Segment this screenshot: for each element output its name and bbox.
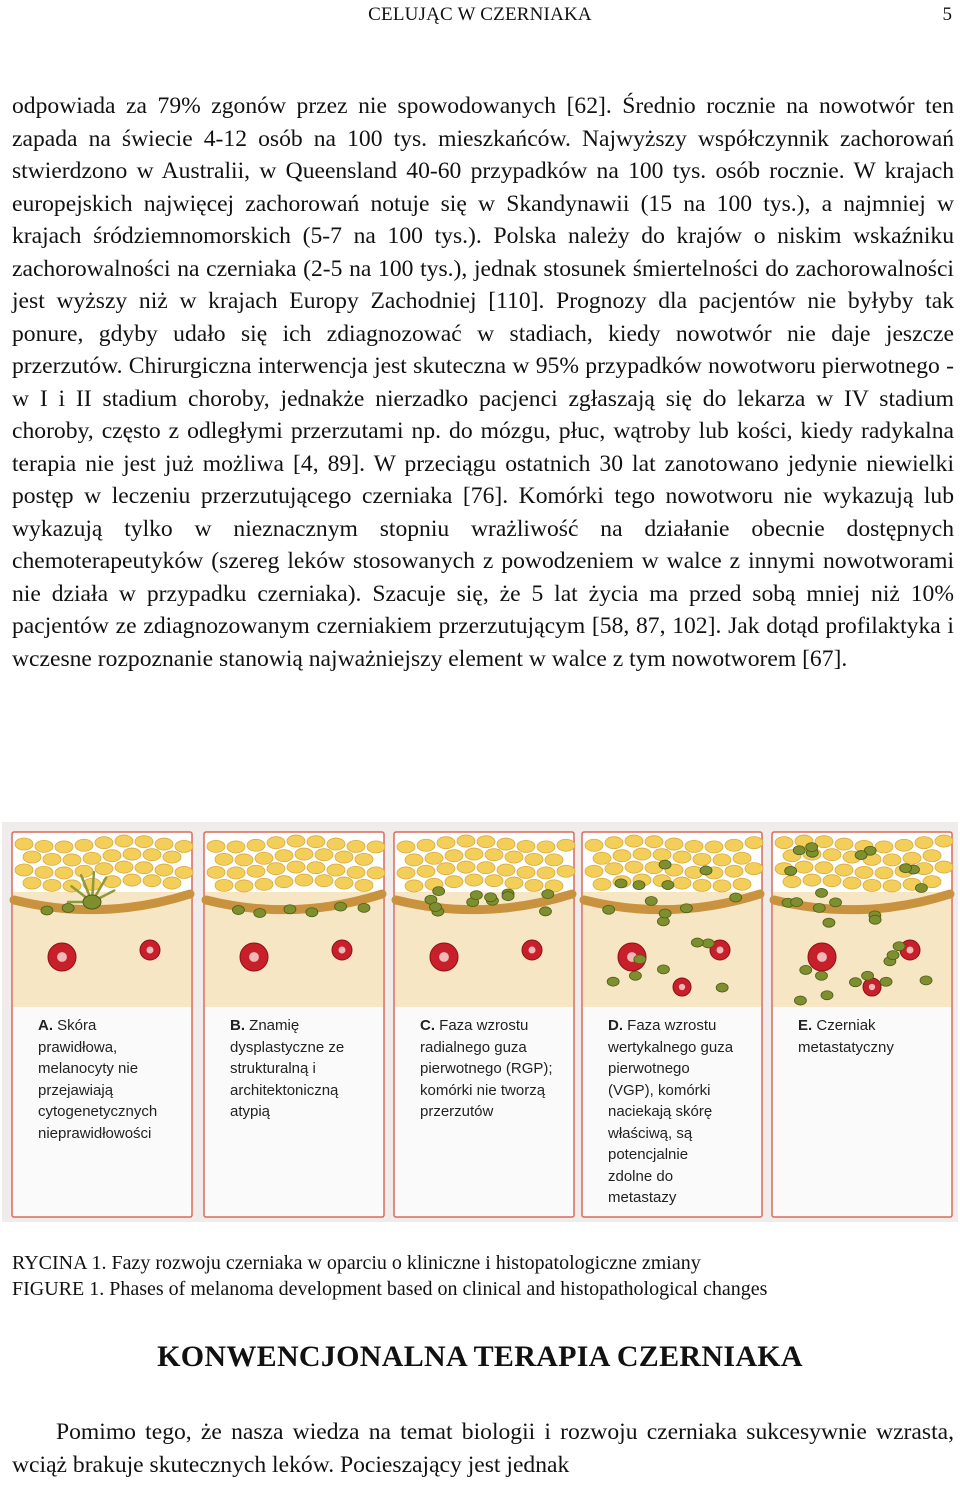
- keratinocyte: [537, 841, 555, 853]
- keratinocyte: [835, 838, 853, 850]
- keratinocyte: [267, 863, 285, 875]
- melanocyte-cell: [254, 909, 266, 918]
- melanocyte-cell: [485, 893, 497, 902]
- keratinocyte: [685, 840, 703, 852]
- keratinocyte: [457, 835, 475, 847]
- keratinocyte: [465, 848, 483, 860]
- keratinocyte: [673, 851, 691, 863]
- panel-letter: C.: [420, 1017, 435, 1034]
- panel-label-line: Skóra: [53, 1017, 97, 1034]
- keratinocyte: [163, 877, 181, 889]
- melanocyte-cell: [657, 965, 669, 974]
- melanocyte-cell: [691, 938, 703, 947]
- melanocyte-cell: [816, 888, 828, 897]
- panel-label-line: wertykalnego guza: [608, 1038, 734, 1056]
- keratinocyte: [437, 863, 455, 875]
- melanocyte-cell: [893, 942, 905, 951]
- keratinocyte: [875, 867, 893, 879]
- keratinocyte: [115, 861, 133, 873]
- keratinocyte: [465, 874, 483, 886]
- keratinocyte: [855, 866, 873, 878]
- keratinocyte: [35, 840, 53, 852]
- panel-label-d: [608, 1015, 758, 1209]
- keratinocyte: [713, 854, 731, 866]
- keratinocyte: [347, 840, 365, 852]
- keratinocyte: [653, 849, 671, 861]
- keratinocyte: [883, 854, 901, 866]
- keratinocyte: [23, 877, 41, 889]
- vessel-lumen: [869, 984, 875, 990]
- melanocyte-cell: [849, 978, 861, 987]
- keratinocyte: [417, 839, 435, 851]
- keratinocyte: [175, 866, 193, 878]
- keratinocyte: [397, 841, 415, 853]
- melanocyte-cell: [680, 904, 692, 913]
- melanocyte-cell: [785, 866, 797, 875]
- keratinocyte: [287, 835, 305, 847]
- melanocyte-cell: [730, 893, 742, 902]
- melanocyte-cell: [615, 879, 627, 888]
- melanocyte-cell: [662, 881, 674, 890]
- keratinocyte: [477, 836, 495, 848]
- keratinocyte: [585, 865, 603, 877]
- running-header: [0, 4, 960, 26]
- keratinocyte: [227, 867, 245, 879]
- keratinocyte: [613, 850, 631, 862]
- keratinocyte: [625, 835, 643, 847]
- panel-label-line: (VGP), komórki: [608, 1081, 711, 1099]
- melanocyte-cell: [657, 917, 669, 926]
- keratinocyte: [235, 880, 253, 892]
- keratinocyte: [335, 851, 353, 863]
- keratinocyte: [327, 864, 345, 876]
- melanocyte-cell: [542, 890, 554, 899]
- panel-label-line: atypią: [230, 1103, 271, 1120]
- keratinocyte: [115, 835, 133, 847]
- keratinocyte: [593, 852, 611, 864]
- keratinocyte: [693, 853, 711, 865]
- melanocyte-cell: [900, 864, 912, 873]
- melanocyte-cell: [791, 898, 803, 907]
- keratinocyte: [775, 837, 793, 849]
- keratinocyte: [143, 875, 161, 887]
- keratinocyte: [477, 862, 495, 874]
- keratinocyte: [815, 862, 833, 874]
- keratinocyte: [593, 878, 611, 890]
- panel-label-line: Faza wzrostu: [623, 1017, 717, 1034]
- keratinocyte: [397, 867, 415, 879]
- melanocyte-cell: [659, 909, 671, 918]
- keratinocyte: [35, 866, 53, 878]
- keratinocyte: [75, 865, 93, 877]
- keratinocyte: [935, 835, 953, 847]
- keratinocyte: [745, 863, 763, 875]
- keratinocyte: [645, 836, 663, 848]
- melanocyte-cell: [539, 907, 551, 916]
- keratinocyte: [75, 839, 93, 851]
- keratinocyte: [295, 874, 313, 886]
- melanocyte-cell: [821, 991, 833, 1000]
- panel-label-line: właściwą, są: [608, 1124, 693, 1142]
- running-title: CELUJĄC W CZERNIAKA: [368, 4, 592, 25]
- keratinocyte: [335, 877, 353, 889]
- keratinocyte: [537, 867, 555, 879]
- panel-label-line: metastatyczny: [798, 1038, 894, 1056]
- panel-label-line: zdolne do: [608, 1167, 674, 1185]
- keratinocyte: [405, 854, 423, 866]
- melanocyte-cell: [62, 903, 74, 912]
- keratinocyte: [247, 839, 265, 851]
- keratinocyte: [525, 853, 543, 865]
- keratinocyte: [883, 880, 901, 892]
- vessel-lumen: [529, 947, 536, 954]
- keratinocyte: [207, 840, 225, 852]
- melanocyte-cell: [862, 971, 874, 980]
- keratinocyte: [863, 879, 881, 891]
- melanocyte-cell: [430, 903, 442, 912]
- keratinocyte: [457, 861, 475, 873]
- keratinocyte: [247, 865, 265, 877]
- melanocyte-cell: [358, 903, 370, 912]
- melanocyte-cell: [880, 977, 892, 986]
- panel-label-line: metastazy: [608, 1189, 677, 1206]
- keratinocyte: [327, 838, 345, 850]
- keratinocyte: [445, 850, 463, 862]
- vessel-lumen: [249, 952, 259, 962]
- keratinocyte: [417, 865, 435, 877]
- keratinocyte: [43, 853, 61, 865]
- melanocyte-body: [83, 895, 101, 909]
- melanocyte-cell: [855, 851, 867, 860]
- keratinocyte: [43, 879, 61, 891]
- keratinocyte: [355, 853, 373, 865]
- keratinocyte: [63, 854, 81, 866]
- melanocyte-cell: [700, 866, 712, 875]
- keratinocyte: [227, 841, 245, 853]
- keratinocyte: [835, 864, 853, 876]
- panel-label-a: [38, 1015, 188, 1144]
- melanocyte-cell: [232, 906, 244, 915]
- panel-label-b: [230, 1015, 380, 1123]
- keratinocyte: [745, 837, 763, 849]
- melanocyte-cell: [815, 971, 827, 980]
- keratinocyte: [725, 865, 743, 877]
- panel-label-line: Znamię: [245, 1017, 300, 1034]
- panel-label-line: nieprawidłowości: [38, 1124, 152, 1142]
- panel-label-line: Czerniak: [812, 1017, 876, 1034]
- keratinocyte: [485, 849, 503, 861]
- melanocyte-cell: [470, 891, 482, 900]
- keratinocyte: [15, 838, 33, 850]
- keratinocyte: [55, 867, 73, 879]
- keratinocyte: [557, 865, 575, 877]
- vessel-lumen: [907, 947, 914, 954]
- keratinocyte: [605, 837, 623, 849]
- vessel-lumen: [147, 947, 154, 954]
- keratinocyte: [923, 850, 941, 862]
- melanocyte-cell: [806, 843, 818, 852]
- keratinocyte: [295, 848, 313, 860]
- keratinocyte: [367, 867, 385, 879]
- keratinocyte: [505, 877, 523, 889]
- figure-caption-pl: RYCINA 1. Fazy rozwoju czerniaka w oparciu o kliniczne i histopatologiczne zmiany: [12, 1252, 701, 1274]
- panel-label-line: strukturalną i: [230, 1060, 316, 1077]
- melanocyte-cell: [793, 846, 805, 855]
- melanocyte-cell: [920, 976, 932, 985]
- keratinocyte: [405, 880, 423, 892]
- keratinocyte: [135, 862, 153, 874]
- vessel-lumen: [817, 952, 827, 962]
- melanocyte-cell: [645, 897, 657, 906]
- panel-label-line: potencjalnie: [608, 1146, 689, 1163]
- melanocyte-cell: [794, 996, 806, 1005]
- melanocyte-cell: [634, 955, 646, 964]
- panel-label-c: [420, 1015, 570, 1123]
- keratinocyte: [215, 853, 233, 865]
- keratinocyte: [155, 838, 173, 850]
- keratinocyte: [143, 849, 161, 861]
- vessel-lumen: [679, 984, 685, 990]
- melanocyte-cell: [433, 887, 445, 896]
- panel-label-line: przejawiają: [38, 1081, 114, 1099]
- keratinocyte: [123, 848, 141, 860]
- keratinocyte: [545, 854, 563, 866]
- figure-caption-en: FIGURE 1. Phases of melanoma development based on clinical and histopathological changes: [12, 1278, 768, 1300]
- keratinocyte: [23, 851, 41, 863]
- keratinocyte: [903, 852, 921, 864]
- keratinocyte: [823, 875, 841, 887]
- panel-label-line: przerzutów: [420, 1103, 494, 1120]
- keratinocyte: [287, 861, 305, 873]
- melanocyte-cell: [869, 915, 881, 924]
- melanocyte-cell: [284, 905, 296, 914]
- keratinocyte: [315, 875, 333, 887]
- section-heading: KONWENCJONALNA TERAPIA CZERNIAKA: [157, 1340, 803, 1373]
- panel-label-line: prawidłowa,: [38, 1038, 118, 1056]
- panel-label-line: dysplastyczne ze: [230, 1038, 345, 1056]
- vessel-lumen: [717, 947, 724, 954]
- keratinocyte: [705, 841, 723, 853]
- keratinocyte: [733, 878, 751, 890]
- keratinocyte: [875, 841, 893, 853]
- keratinocyte: [95, 863, 113, 875]
- panel-label-line: cytogenetycznych: [38, 1103, 158, 1120]
- keratinocyte: [505, 851, 523, 863]
- panel-label-line: pierwotnego (RGP);: [420, 1060, 553, 1077]
- keratinocyte: [307, 836, 325, 848]
- keratinocyte: [517, 840, 535, 852]
- vessel-lumen: [57, 952, 67, 962]
- melanocyte-cell: [603, 905, 615, 914]
- panel-label-line: pierwotnego: [608, 1060, 690, 1077]
- keratinocyte: [895, 839, 913, 851]
- melanocyte-cell: [813, 904, 825, 913]
- melanocyte-cell: [702, 939, 714, 948]
- keratinocyte: [673, 877, 691, 889]
- keratinocyte: [485, 875, 503, 887]
- keratinocyte: [585, 839, 603, 851]
- keratinocyte: [733, 852, 751, 864]
- melanocyte-cell: [716, 983, 728, 992]
- melanocyte-cell: [629, 971, 641, 980]
- keratinocyte: [255, 852, 273, 864]
- section-paragraph: Pomimo tego, że nasza wiedza na temat biologii i rozwoju czerniaka sukcesywnie wzrasta, wciąż brakuje skutecznych leków. Pocieszający jest jednak: [12, 1419, 954, 1478]
- panel-letter: A.: [38, 1017, 53, 1034]
- keratinocyte: [625, 861, 643, 873]
- keratinocyte: [843, 877, 861, 889]
- keratinocyte: [315, 849, 333, 861]
- keratinocyte: [445, 876, 463, 888]
- keratinocyte: [103, 850, 121, 862]
- keratinocyte: [367, 841, 385, 853]
- melanocyte-cell: [335, 902, 347, 911]
- keratinocyte: [557, 839, 575, 851]
- keratinocyte: [163, 851, 181, 863]
- melanocyte-cell: [607, 977, 619, 986]
- keratinocyte: [915, 837, 933, 849]
- keratinocyte: [355, 879, 373, 891]
- keratinocyte: [135, 836, 153, 848]
- figure-melanoma-phases: [2, 822, 958, 1222]
- melanocyte-cell: [633, 881, 645, 890]
- panel-label-line: Faza wzrostu: [435, 1017, 529, 1034]
- keratinocyte: [155, 864, 173, 876]
- vessel-lumen: [339, 947, 346, 954]
- keratinocyte: [437, 837, 455, 849]
- melanocyte-cell: [915, 883, 927, 892]
- panel-letter: B.: [230, 1017, 245, 1034]
- melanocyte-cell: [41, 906, 53, 915]
- keratinocyte: [713, 880, 731, 892]
- keratinocyte: [267, 837, 285, 849]
- keratinocyte: [235, 854, 253, 866]
- keratinocyte: [497, 864, 515, 876]
- keratinocyte: [517, 866, 535, 878]
- melanocyte-cell: [823, 918, 835, 927]
- keratinocyte: [665, 838, 683, 850]
- keratinocyte: [803, 874, 821, 886]
- keratinocyte: [55, 841, 73, 853]
- keratinocyte: [347, 866, 365, 878]
- keratinocyte: [275, 850, 293, 862]
- keratinocyte: [497, 838, 515, 850]
- keratinocyte: [795, 861, 813, 873]
- keratinocyte: [693, 879, 711, 891]
- panel-label-line: komórki nie tworzą: [420, 1081, 546, 1099]
- keratinocyte: [935, 861, 953, 873]
- page-number: 5: [942, 4, 952, 25]
- keratinocyte: [215, 879, 233, 891]
- panel-label-line: radialnego guza: [420, 1038, 527, 1056]
- melanocyte-cell: [887, 951, 899, 960]
- panel-letter: E.: [798, 1017, 813, 1034]
- keratinocyte: [207, 866, 225, 878]
- keratinocyte: [255, 878, 273, 890]
- keratinocyte: [83, 852, 101, 864]
- keratinocyte: [783, 876, 801, 888]
- keratinocyte: [633, 848, 651, 860]
- keratinocyte: [605, 863, 623, 875]
- keratinocyte: [123, 874, 141, 886]
- panel-label-line: architektoniczną: [230, 1081, 339, 1099]
- keratinocyte: [725, 839, 743, 851]
- melanocyte-cell: [830, 898, 842, 907]
- melanocyte-cell: [800, 965, 812, 974]
- keratinocyte: [307, 862, 325, 874]
- panel-label-line: melanocyty nie: [38, 1060, 139, 1077]
- panel-letter: D.: [608, 1017, 623, 1034]
- panel-label-line: naciekają skórę: [608, 1103, 713, 1120]
- melanocyte-cell: [306, 908, 318, 917]
- melanocyte-cell: [659, 860, 671, 869]
- keratinocyte: [425, 852, 443, 864]
- panel-label-e: [798, 1015, 948, 1058]
- keratinocyte: [15, 864, 33, 876]
- keratinocyte: [175, 840, 193, 852]
- keratinocyte: [823, 849, 841, 861]
- vessel-lumen: [439, 952, 449, 962]
- keratinocyte: [95, 837, 113, 849]
- keratinocyte: [275, 876, 293, 888]
- body-paragraph: odpowiada za 79% zgonów przez nie spowodowanych [62]. Średnio rocznie na nowotwór ten zapada na świecie 4-12 osób na 100 tys. mieszkańców. Najwyższy współczynnik zachorowań stwierdzono w Australii, w Queensland 40-60 przypadków na 100 tys. osób rocznie. W krajach europejskich najwięcej zachorowań notuje się w Skandynawii (15 na 100 tys.), a najmniej w krajach śródziemnomorskich (5-7 na 100 tys.). Polska należy do krajów o niskim wskaźniku zachorowalności na czerniaka (2-5 na 100 tys.), jednak stosunek śmiertelności do zachorowalności jest wyższy niż w krajach Europy Zachodniej [110]. Prognozy dla pacjentów nie byłyby tak ponure, gdyby udało się ich zdiagnozować w stadiach, kiedy nowotwór nie daje jeszcze przerzutów. Chirurgiczna interwencja jest skuteczna w 95% przypadków nowotworu pierwotnego - w I i II stadium choroby, jednakże nierzadko pacjenci zgłaszają się do lekarza w IV stadium choroby, często z odległymi przerzutami np. do mózgu, płuc, wątroby lub kości, kiedy radykalna terapia nie jest już możliwa [4, 89]. W przeciągu ostatnich 30 lat zanotowano jedynie niewielki postęp w leczeniu przerzutującego czerniaka [76]. Komórki tego nowotworu nie wykazują lub wykazują tylko w nieznacznym stopniu wrażliwość na działanie obecnie dostępnych chemoterapeutyków (szereg leków stosowanych z powodzeniem w walce z innymi nowotworami nie działa w przypadku czerniaka). Szacuje się, że 5 lat życia ma przed sobą mniej niż 10% pacjentów ze zdiagnozowanym czerniakiem przerzutującym [58, 87, 102]. Jak dotąd profilaktyka i wczesne rozpoznanie stanowią najważniejszy element w walce z tym nowotworem [67].: [12, 93, 954, 672]
- keratinocyte: [525, 879, 543, 891]
- melanocyte-cell: [502, 892, 514, 901]
